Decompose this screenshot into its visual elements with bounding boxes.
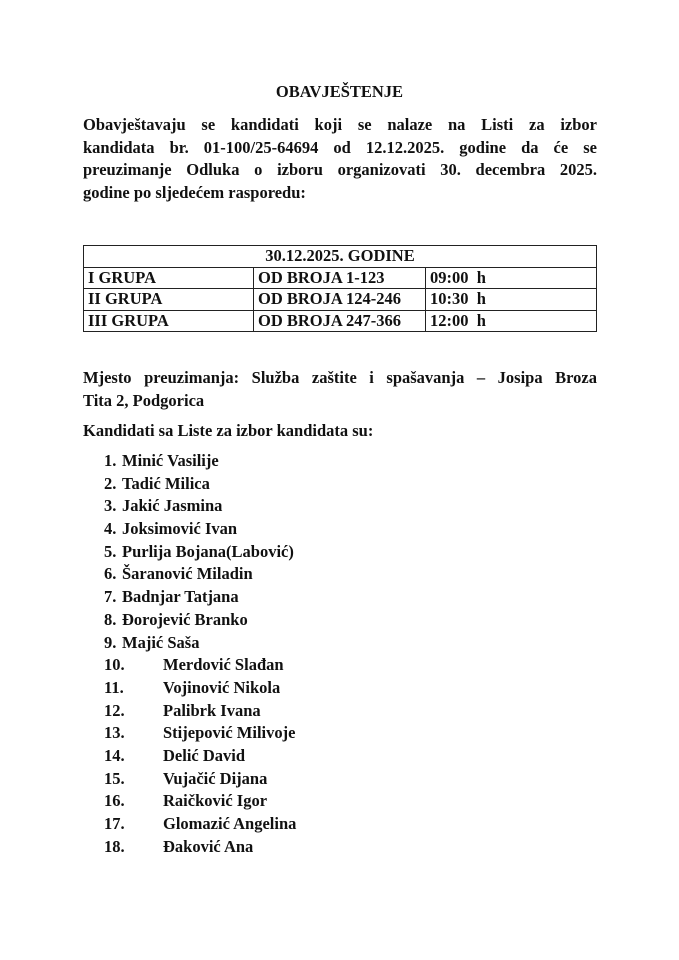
group-cell: III GRUPA [84, 310, 254, 332]
intro-line: kandidata br. 01-100/25-64694 od 12.12.2025. godine da će se [83, 137, 597, 157]
candidate-name: Đaković Ana [163, 836, 254, 856]
schedule-table [83, 245, 597, 332]
list-item [104, 563, 504, 586]
list-item [104, 677, 504, 700]
list-item [104, 700, 504, 723]
schedule-header-row [84, 246, 597, 268]
group-cell: I GRUPA [84, 267, 254, 289]
candidate-name: Palibrk Ivana [163, 700, 261, 720]
candidate-name: Đorojević Branko [122, 609, 248, 629]
candidate-name: Badnjar Tatjana [122, 587, 239, 607]
list-item [104, 495, 504, 518]
candidate-number: 12. [104, 700, 125, 720]
table-row [84, 310, 597, 332]
candidate-name: Vujačić Dijana [163, 768, 268, 788]
location-line: Tita 2, Podgorica [83, 390, 205, 410]
candidate-name: Delić David [163, 745, 246, 765]
candidate-name: Jakić Jasmina [122, 496, 223, 516]
list-item [104, 790, 504, 813]
candidate-number: 14. [104, 745, 125, 765]
range-cell: OD BROJA 1-123 [254, 267, 426, 289]
document-title: OBAVJEŠTENJE [275, 82, 404, 101]
list-item [104, 586, 504, 609]
time-cell: 12:00 h [426, 310, 597, 332]
candidate-name: Purlija Bojana(Labović) [122, 541, 294, 561]
candidate-name: Tadić Milica [122, 473, 210, 493]
candidate-number: 4. [104, 519, 117, 539]
candidate-number: 7. [104, 587, 117, 607]
candidate-number: 15. [104, 768, 125, 788]
intro-paragraph [83, 114, 597, 205]
candidate-number: 9. [104, 632, 117, 652]
list-item [104, 813, 504, 836]
candidate-name: Minić Vasilije [122, 451, 219, 470]
list-item [104, 836, 504, 859]
time-cell: 09:00 h [426, 267, 597, 289]
candidates-list [104, 450, 504, 858]
list-item [104, 654, 504, 677]
candidate-number: 3. [104, 496, 117, 516]
candidate-number: 13. [104, 723, 125, 743]
candidate-number: 8. [104, 609, 117, 629]
candidate-name: Raičković Igor [163, 791, 268, 811]
location-line: Mjesto preuzimanja: Služba zaštite i spašavanja – Josipa Broza [83, 368, 597, 387]
candidate-number: 10. [104, 655, 125, 675]
candidate-number: 2. [104, 473, 117, 493]
range-cell: OD BROJA 124-246 [254, 289, 426, 311]
candidate-number: 5. [104, 541, 117, 561]
candidate-name: Vojinović Nikola [163, 677, 281, 697]
time-cell: 10:30 h [426, 289, 597, 311]
candidate-number: 17. [104, 814, 125, 833]
group-cell: II GRUPA [84, 289, 254, 311]
list-item [104, 632, 504, 655]
candidate-number: 18. [104, 836, 125, 856]
intro-line: preuzimanje Odluka o izboru organizovati 30. decembra 2025. [83, 160, 597, 180]
schedule-date-header: 30.12.2025. GODINE [84, 246, 597, 268]
list-item [104, 745, 504, 768]
list-item [104, 518, 504, 541]
pickup-location [83, 367, 597, 412]
candidate-number: 1. [104, 451, 117, 470]
list-item [104, 473, 504, 496]
candidate-name: Majić Saša [122, 632, 200, 652]
candidate-name: Glomazić Angelina [163, 814, 297, 833]
list-item [104, 450, 504, 473]
table-row [84, 267, 597, 289]
candidate-name: Šaranović Miladin [122, 564, 253, 584]
candidate-name: Merdović Slađan [163, 655, 284, 675]
candidates-heading: Kandidati sa Liste za izbor kandidata su: [83, 421, 374, 440]
candidate-name: Joksimović Ivan [122, 519, 238, 539]
candidate-number: 11. [104, 677, 124, 697]
list-item [104, 722, 504, 745]
table-row [84, 289, 597, 311]
candidate-number: 16. [104, 791, 125, 811]
candidate-number: 6. [104, 564, 117, 584]
intro-line: godine po sljedećem rasporedu: [83, 183, 306, 203]
range-cell: OD BROJA 247-366 [254, 310, 426, 332]
intro-line: Obavještavaju se kandidati koji se nalaze na Listi za izbor [83, 115, 597, 134]
list-item [104, 541, 504, 564]
list-item [104, 609, 504, 632]
list-item [104, 768, 504, 791]
candidate-name: Stijepović Milivoje [163, 723, 296, 743]
